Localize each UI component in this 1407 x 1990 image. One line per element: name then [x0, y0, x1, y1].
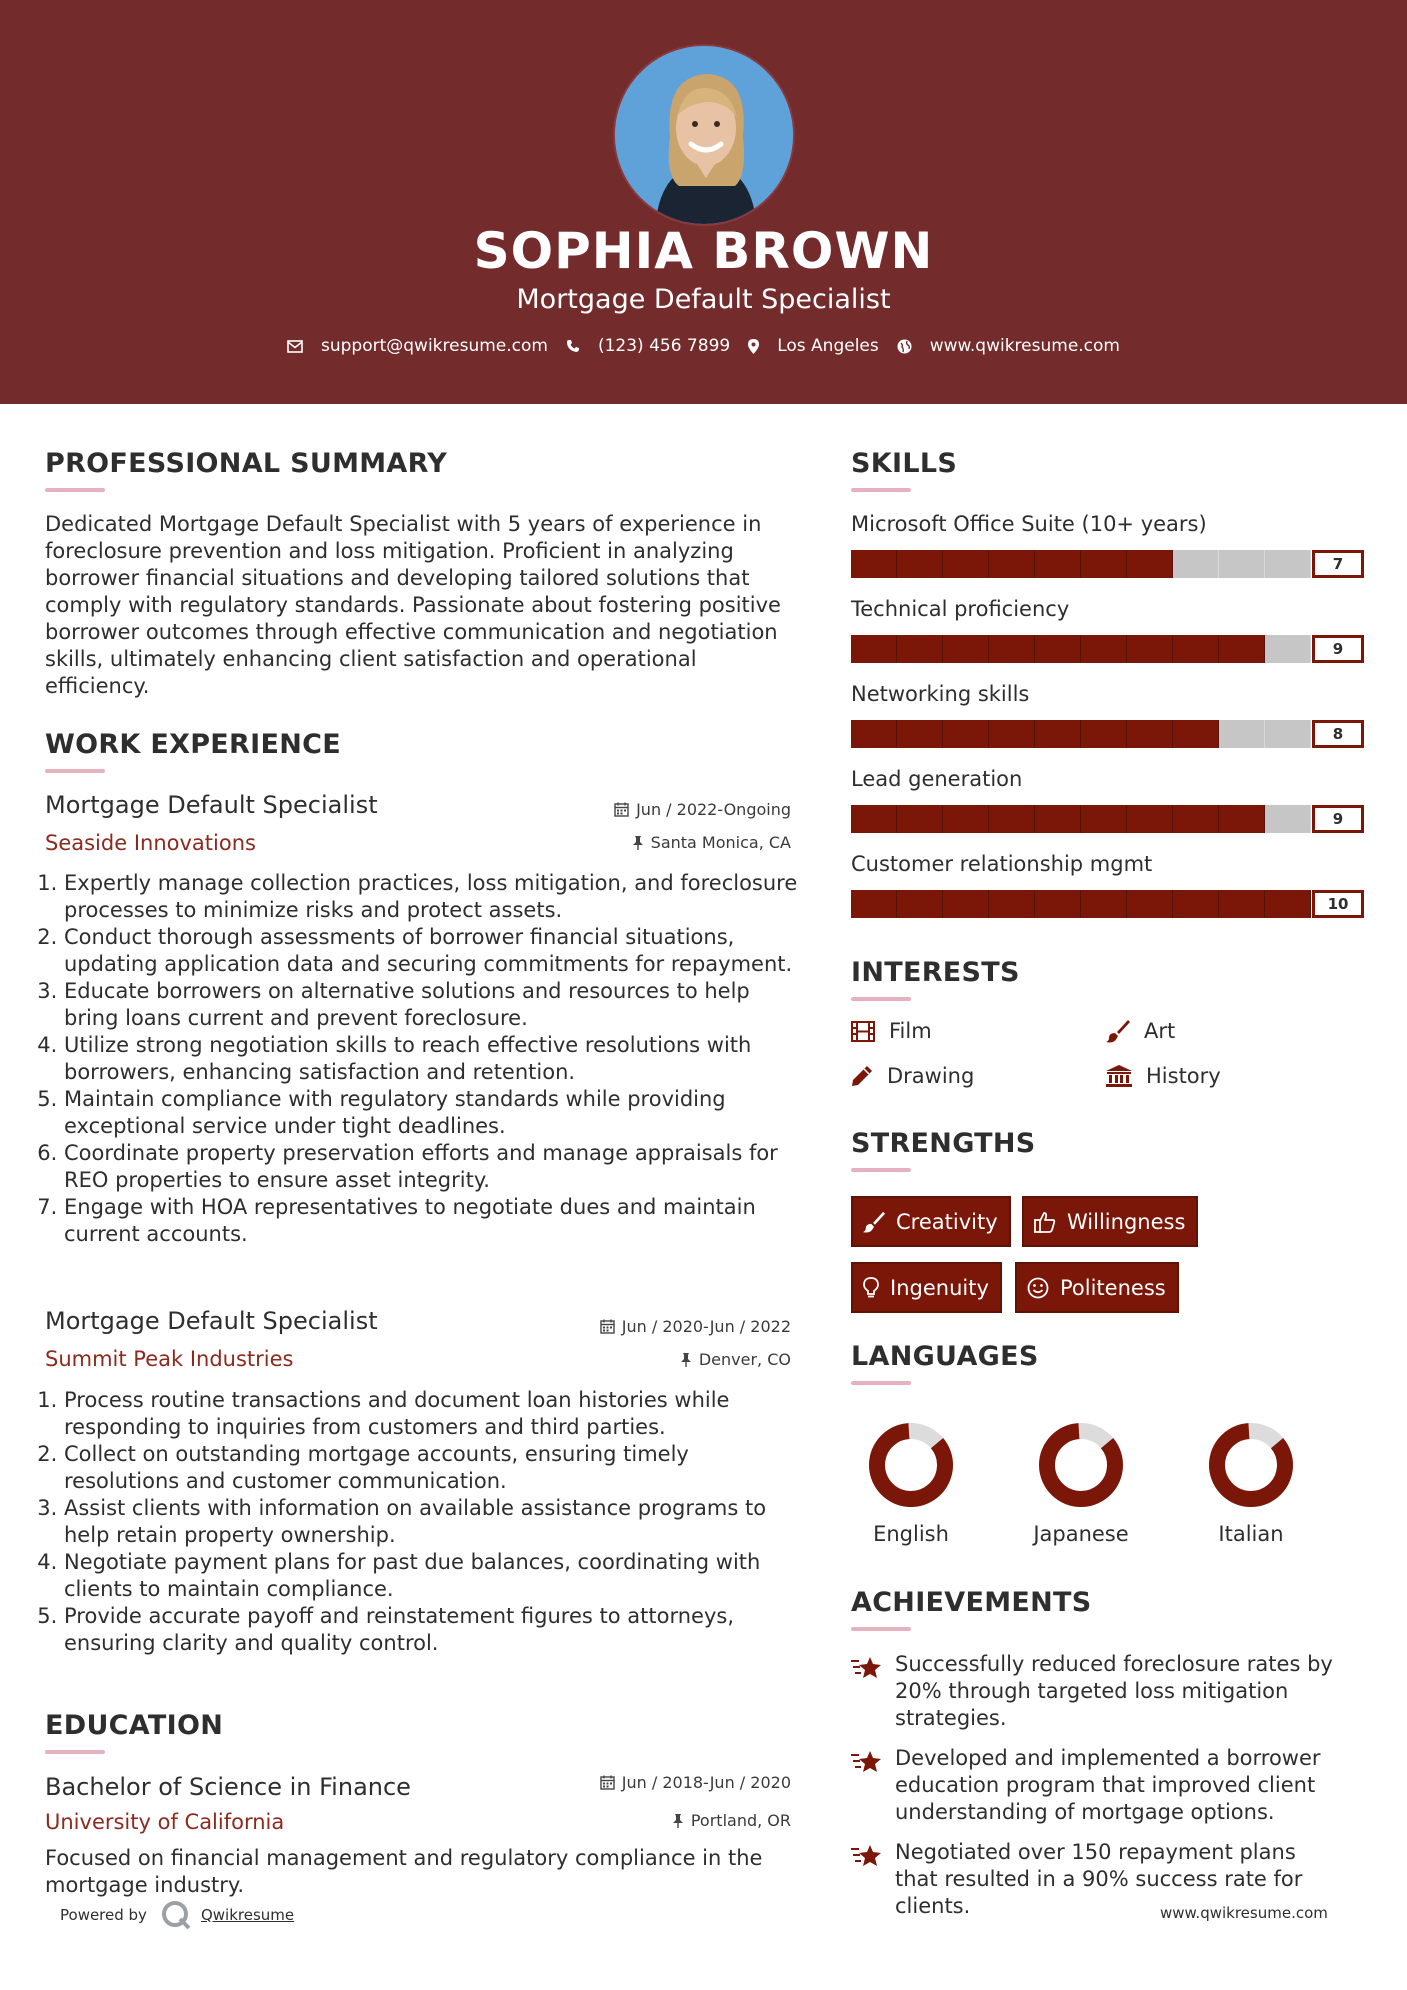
language-label: Japanese: [1033, 1522, 1129, 1546]
skill-level-value: 9: [1312, 805, 1364, 833]
skill-bar-segment: [1173, 805, 1219, 833]
skill-label: Lead generation: [851, 767, 1023, 791]
pushpin-icon: [672, 1814, 684, 1828]
phone-icon: [566, 339, 580, 353]
interest-label: Art: [1144, 1019, 1176, 1043]
skill-label: Microsoft Office Suite (10+ years): [851, 512, 1207, 536]
experience-heading: WORK EXPERIENCE: [45, 729, 341, 760]
skill-bar-segment: [897, 720, 943, 748]
achievement-text: Developed and implemented a borrower education program that improved client understanding of mortgage options.: [895, 1746, 1321, 1824]
skill-bar-segment: [1219, 720, 1265, 748]
pushpin-icon: [632, 836, 644, 850]
candidate-title: Mortgage Default Specialist: [516, 284, 891, 315]
thumbs-up-icon: [1034, 1211, 1056, 1233]
education-dates: [480, 1773, 791, 1792]
skill-bar-segment: [1173, 720, 1219, 748]
skill-bar-segment: [1127, 720, 1173, 748]
achievement-text: Successfully reduced foreclosure rates by 20% through targeted loss mitigation strategies.: [895, 1652, 1333, 1730]
contact-website[interactable]: [897, 336, 1120, 356]
skill-level-bar: [851, 720, 1363, 748]
strength-label: Willingness: [1067, 1209, 1186, 1234]
candidate-name: SOPHIA BROWN: [473, 222, 934, 280]
skill-level-bar: [851, 635, 1363, 663]
list-item: 7. Engage with HOA representatives to negotiate dues and maintain current accounts.: [64, 1194, 806, 1248]
skill-bar-segment: [1265, 720, 1311, 748]
skill-bar-segment: [851, 720, 897, 748]
job-dates: [480, 800, 791, 819]
strengths-heading: STRENGTHS: [851, 1128, 1036, 1159]
pushpin-icon: [680, 1353, 692, 1367]
degree-title: Bachelor of Science in Finance: [45, 1773, 411, 1801]
skill-bar-segment: [1081, 550, 1127, 578]
skill-label: Networking skills: [851, 682, 1030, 706]
skill-bar-segment: [897, 805, 943, 833]
skill-bar-segment: [1265, 635, 1311, 663]
skill-label: Technical proficiency: [851, 597, 1070, 621]
list-item: 5. Maintain compliance with regulatory standards while providing exceptional service under tight deadlines.: [64, 1086, 806, 1140]
skill-level-bar: [851, 890, 1363, 918]
language-item: [1196, 1420, 1306, 1546]
paintbrush-icon: [1106, 1019, 1130, 1043]
language-donut: [866, 1420, 956, 1510]
list-item: 4. Negotiate payment plans for past due balances, coordinating with clients to maintain compliance.: [64, 1549, 806, 1603]
strength-label: Creativity: [896, 1209, 998, 1234]
strength-tag: [851, 1262, 1002, 1313]
skill-bar-segment: [989, 550, 1035, 578]
strength-tag: [1022, 1196, 1198, 1247]
skill-bar-segment: [943, 635, 989, 663]
education-location: [480, 1811, 791, 1830]
skill-bar-segment: [1127, 890, 1173, 918]
pencil-icon: [851, 1065, 873, 1087]
skill-bar-segment: [1265, 805, 1311, 833]
globe-icon: [897, 339, 912, 354]
email-text: support@qwikresume.com: [321, 336, 548, 356]
list-item: 4. Utilize strong negotiation skills to reach effective resolutions with borrowers, enhancing satisfaction and retention.: [64, 1032, 806, 1086]
language-label: English: [873, 1522, 949, 1546]
job-duties-list: [36, 1387, 806, 1657]
skill-bar-segment: [1173, 550, 1219, 578]
contact-email[interactable]: [287, 336, 548, 356]
achievements-heading: ACHIEVEMENTS: [851, 1587, 1092, 1618]
smile-icon: [1027, 1277, 1049, 1299]
location-text: Los Angeles: [777, 336, 879, 356]
skill-level-value: 7: [1312, 550, 1364, 578]
film-icon: [851, 1021, 875, 1042]
interest-art: [1106, 1019, 1175, 1043]
interest-label: History: [1146, 1064, 1221, 1088]
education-underline: [45, 1750, 105, 1754]
job-title: Mortgage Default Specialist: [45, 1307, 378, 1335]
skill-bar-segment: [989, 720, 1035, 748]
strength-tag: [851, 1196, 1011, 1247]
profile-photo-illustration: [615, 46, 795, 226]
education-location-text: Portland, OR: [690, 1811, 791, 1830]
skill-level-value: 10: [1312, 890, 1364, 918]
skill-bar-segment: [989, 805, 1035, 833]
interest-history: [1106, 1064, 1221, 1088]
strength-label: Ingenuity: [890, 1275, 989, 1300]
skill-bar-segment: [1173, 890, 1219, 918]
job-dates-text: Jun / 2020-Jun / 2022: [621, 1317, 791, 1336]
contact-bar: [0, 336, 1407, 356]
skill-bar-segment: [1035, 550, 1081, 578]
skill-bar-segment: [1035, 890, 1081, 918]
skill-bar-segment: [1219, 805, 1265, 833]
skill-bar-segment: [1081, 720, 1127, 748]
skill-bar-segment: [1219, 635, 1265, 663]
list-item: 3. Assist clients with information on available assistance programs to help retain property ownership.: [64, 1495, 806, 1549]
strength-tag: [1015, 1262, 1179, 1313]
interest-drawing: [851, 1064, 974, 1088]
language-item: [856, 1420, 966, 1546]
education-heading: EDUCATION: [45, 1710, 224, 1741]
language-item: [1026, 1420, 1136, 1546]
language-donut: [1036, 1420, 1126, 1510]
achievement-item: [851, 1745, 1351, 1826]
phone-text: (123) 456 7899: [597, 336, 731, 356]
list-item: 1. Process routine transactions and document loan histories while responding to inquiries from customers and third parties.: [64, 1387, 806, 1441]
skill-bar-segment: [943, 720, 989, 748]
job-location: [480, 833, 791, 852]
skill-bar-segment: [989, 635, 1035, 663]
footer-website[interactable]: www.qwikresume.com: [1160, 1904, 1328, 1922]
language-donut: [1206, 1420, 1296, 1510]
strength-label: Politeness: [1060, 1275, 1166, 1300]
lightbulb-icon: [863, 1277, 879, 1299]
achievement-item: [851, 1651, 1351, 1732]
job-location: [480, 1350, 791, 1369]
interest-film: [851, 1019, 932, 1043]
company-name: Summit Peak Industries: [45, 1347, 294, 1371]
skill-bar-segment: [1127, 805, 1173, 833]
languages-heading: LANGUAGES: [851, 1341, 1039, 1372]
list-item: 6. Coordinate property preservation efforts and manage appraisals for REO properties to ensure asset integrity.: [64, 1140, 806, 1194]
skill-bar-segment: [897, 550, 943, 578]
skill-bar-segment: [1173, 635, 1219, 663]
job-location-text: Denver, CO: [698, 1350, 791, 1369]
website-text: www.qwikresume.com: [929, 336, 1120, 356]
skill-level-bar: [851, 805, 1363, 833]
skill-bar-segment: [1035, 805, 1081, 833]
skill-bar-segment: [943, 550, 989, 578]
skill-bar-segment: [851, 890, 897, 918]
skill-bar-segment: [851, 550, 897, 578]
star-award-icon: [851, 1843, 883, 1869]
skill-bar-segment: [1265, 890, 1311, 918]
contact-phone[interactable]: [566, 336, 730, 356]
resume-header: [0, 0, 1407, 404]
skill-bar-segment: [1081, 805, 1127, 833]
skill-bar-segment: [1081, 890, 1127, 918]
skill-bar-segment: [989, 890, 1035, 918]
skill-bar-segment: [1127, 550, 1173, 578]
skill-level-value: 8: [1312, 720, 1364, 748]
museum-icon: [1106, 1065, 1132, 1087]
skill-level-value: 9: [1312, 635, 1364, 663]
strengths-underline: [851, 1168, 911, 1172]
skill-bar-segment: [897, 890, 943, 918]
skill-bar-segment: [943, 805, 989, 833]
job-dates: [480, 1317, 791, 1336]
skill-label: Customer relationship mgmt: [851, 852, 1153, 876]
skill-bar-segment: [897, 635, 943, 663]
map-pin-icon: [748, 339, 759, 354]
skill-bar-segment: [1127, 635, 1173, 663]
skill-bar-segment: [1035, 635, 1081, 663]
languages-underline: [851, 1381, 911, 1385]
experience-underline: [45, 769, 105, 773]
job-title: Mortgage Default Specialist: [45, 791, 378, 819]
powered-by-label: Powered by: [60, 1906, 147, 1924]
list-item: 5. Provide accurate payoff and reinstatement figures to attorneys, ensuring clarity and quality control.: [64, 1603, 806, 1657]
summary-heading: PROFESSIONAL SUMMARY: [45, 448, 448, 479]
paintbrush-icon: [863, 1211, 885, 1233]
school-name: University of California: [45, 1810, 285, 1834]
interests-underline: [851, 997, 911, 1001]
education-description: Focused on financial management and regulatory compliance in the mortgage industry.: [45, 1846, 763, 1897]
job-dates-text: Jun / 2022-Ongoing: [636, 800, 791, 819]
skill-bar-segment: [1035, 720, 1081, 748]
achievements-underline: [851, 1627, 911, 1631]
contact-location: [748, 336, 879, 356]
skill-bar-segment: [943, 890, 989, 918]
star-award-icon: [851, 1749, 883, 1775]
skill-level-bar: [851, 550, 1363, 578]
skills-underline: [851, 488, 911, 492]
qwikresume-logo-icon: [161, 1900, 193, 1930]
star-award-icon: [851, 1655, 883, 1681]
skill-bar-segment: [1219, 550, 1265, 578]
qwikresume-link[interactable]: Qwikresume: [200, 1906, 295, 1924]
calendar-icon: [600, 1775, 615, 1790]
list-item: 2. Collect on outstanding mortgage accounts, ensuring timely resolutions and customer communication.: [64, 1441, 806, 1495]
language-label: Italian: [1218, 1522, 1284, 1546]
list-item: 2. Conduct thorough assessments of borrower financial situations, updating application data and securing commitments for repayment.: [64, 924, 806, 978]
envelope-icon: [287, 340, 303, 353]
skill-bar-segment: [851, 635, 897, 663]
summary-text: Dedicated Mortgage Default Specialist with 5 years of experience in foreclosure prevention and loss mitigation. Proficient in analyzing borrower financial situations and developing tailored solutions that comply with regulatory standards. Passionate about fostering positive borrower outcomes through effective communication and negotiation skills, ultimately enhancing client satisfaction and operational efficiency.: [45, 512, 781, 698]
list-item: 3. Educate borrowers on alternative solutions and resources to help bring loans current and prevent foreclosure.: [64, 978, 806, 1032]
skill-bar-segment: [1265, 550, 1311, 578]
calendar-icon: [600, 1319, 615, 1334]
skill-bar-segment: [1219, 890, 1265, 918]
skill-bar-segment: [851, 805, 897, 833]
calendar-icon: [614, 802, 629, 817]
interest-label: Drawing: [887, 1064, 975, 1088]
job-duties-list: [36, 870, 806, 1248]
powered-by: [60, 1900, 294, 1930]
interests-heading: INTERESTS: [851, 957, 1020, 988]
list-item: 1. Expertly manage collection practices, loss mitigation, and foreclosure processes to minimize risks and protect assets.: [64, 870, 806, 924]
interest-label: Film: [889, 1019, 932, 1043]
job-location-text: Santa Monica, CA: [650, 833, 791, 852]
skill-bar-segment: [1081, 635, 1127, 663]
summary-underline: [45, 488, 105, 492]
skills-heading: SKILLS: [851, 448, 958, 479]
profile-photo: [613, 44, 795, 226]
company-name: Seaside Innovations: [45, 831, 256, 855]
education-dates-text: Jun / 2018-Jun / 2020: [621, 1773, 791, 1792]
achievement-text: Negotiated over 150 repayment plans that resulted in a 90% success rate for clients.: [895, 1840, 1303, 1918]
